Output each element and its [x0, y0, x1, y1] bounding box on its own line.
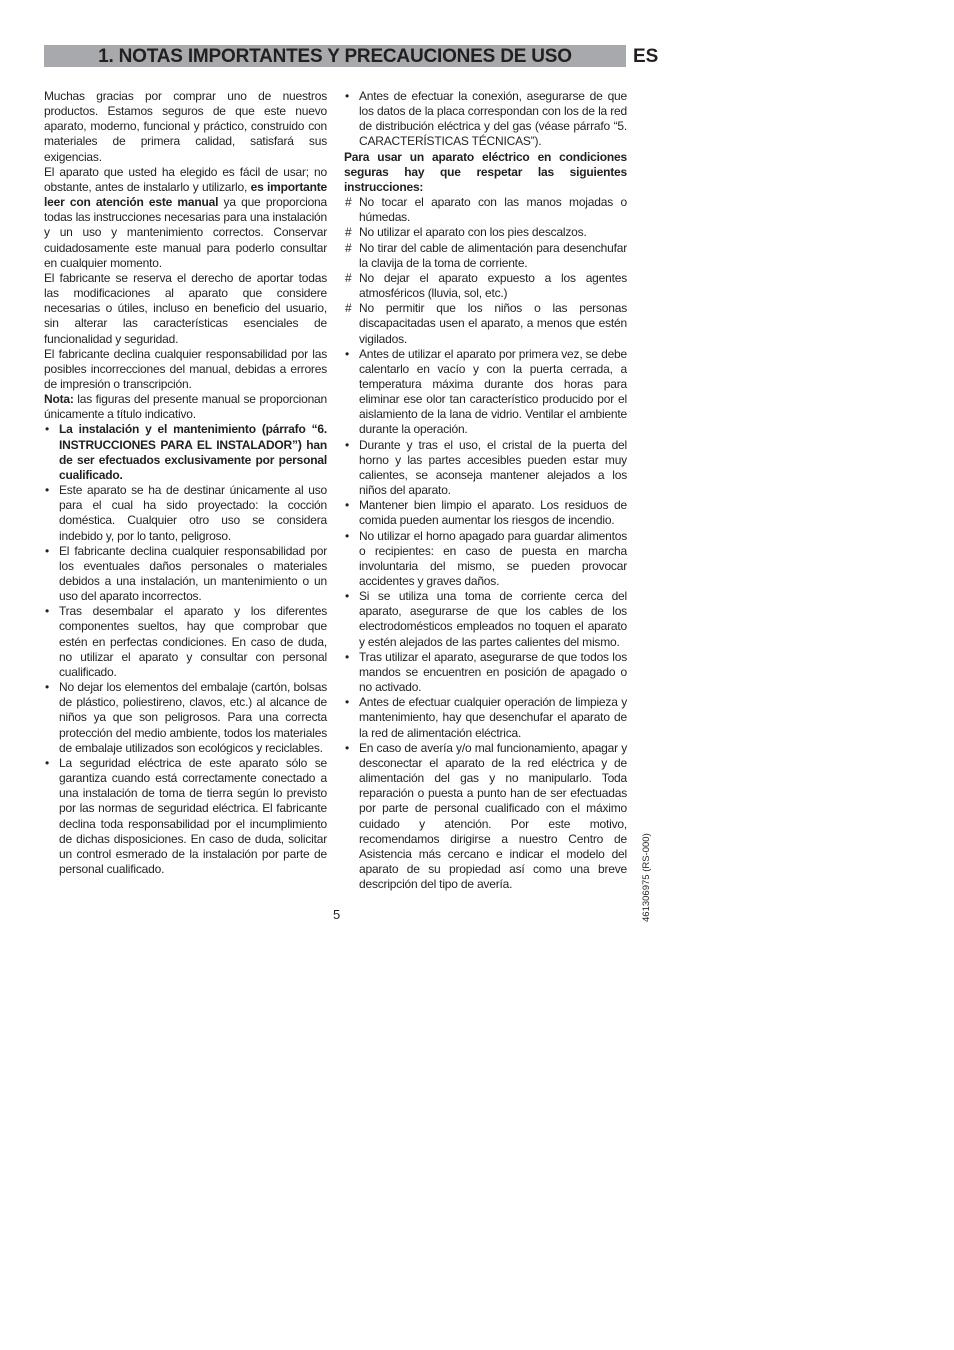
bullet-marker: • — [345, 649, 350, 664]
list-item: • No utilizar el horno apagado para guardar alimentos o recipientes: en caso de puesta en marcha involuntaria del mismo, se pueden provocar accidentes y graves daños. — [345, 528, 627, 588]
list-item: • La instalación y el mantenimiento (párrafo “6. INSTRUCCIONES PARA EL INSTALADOR”) han de ser efectuados exclusivamente por personal cualificado. — [45, 422, 327, 482]
list-item: • Si se utiliza una toma de corriente cerca del aparato, asegurarse de que los cables de los electrodomésticos empleados no toquen el aparato y estén alejados de las partes calientes del mismo. — [345, 589, 627, 649]
section-title: 1. NOTAS IMPORTANTES Y PRECAUCIONES DE USO — [98, 46, 572, 67]
list-item: • No dejar los elementos del embalaje (cartón, bolsas de plástico, poliestireno, clavos, etc.) al alcance de niños ya que son peligrosos. Para una correcta protección del medio ambiente, todos los materiales de embalaje utilizados son ecológicos y reciclables. — [45, 680, 327, 755]
bullet-marker: • — [45, 483, 50, 498]
connection-bullet-list — [344, 89, 627, 150]
bullet-marker: • — [345, 437, 350, 452]
document-code: 461306975 (RS-000) — [641, 833, 652, 922]
hash-marker: # — [345, 195, 352, 210]
list-item: • Tras utilizar el aparato, asegurarse de que todos los mandos se encuentren en posición de apagado o no activado. — [345, 649, 627, 695]
section-header-bar — [44, 45, 626, 67]
safety-rules-list — [344, 195, 627, 347]
bullet-marker: • — [45, 755, 50, 770]
intro-paragraph: Muchas gracias por comprar uno de nuestros productos. Estamos seguros de que este nuevo aparato, moderno, funcional y práctico, construido con materiales de primera calidad, satisfará sus exigencias. — [44, 89, 327, 164]
bullet-marker: • — [345, 89, 350, 103]
bullet-marker: • — [45, 422, 50, 437]
hash-marker: # — [345, 240, 352, 255]
list-item: • Antes de efectuar la conexión, asegurarse de que los datos de la placa correspondan con los de la red de distribución eléctrica y del gas (véase párrafo “5. CARACTERÍSTICAS TÉCNICAS”). — [345, 89, 627, 149]
bullet-marker: • — [345, 589, 350, 604]
right-column — [344, 89, 627, 892]
usage-paragraph: El aparato que usted ha elegido es fácil de usar; no obstante, antes de instalarlo y utilizarlo, es importante leer con atención este manual ya que proporciona todas las instrucciones necesarias para una instalación y un uso y mantenimiento correctos. Conservar cuidadosamente este manual para poderlo consultar en cualquier momento. — [44, 164, 328, 270]
bullet-marker: • — [45, 604, 50, 619]
note-paragraph: Nota: las figuras del presente manual se proporcionan únicamente a título indicativo. — [44, 392, 327, 422]
bullet-marker: • — [345, 346, 350, 361]
bullet-marker: • — [345, 498, 350, 513]
list-item: • En caso de avería y/o mal funcionamiento, apagar y desconectar el aparato de la red eléctrica y de alimentación del gas y no manipularlo. Toda reparación o puesta a punto han de ser efectuadas por parte de personal cualificado con el máximo cuidado y atención. Por este motivo, recomendamos dirigirse a nuestro Centro de Asistencia más cercano e indicar el modelo del aparato de su propiedad así como una breve descripción del tipo de avería. — [345, 740, 627, 892]
bullet-marker: • — [45, 680, 50, 695]
page-number: 5 — [333, 907, 341, 922]
bullet-marker: • — [345, 740, 350, 755]
list-item: • Mantener bien limpio el aparato. Los residuos de comida pueden aumentar los riesgos de incendio. — [345, 498, 627, 528]
right-bullet-list — [344, 347, 627, 893]
left-column — [44, 89, 327, 877]
list-item: • La seguridad eléctrica de este aparato sólo se garantiza cuando está correctamente conectado a una instalación de toma de tierra según lo previsto por las normas de seguridad eléctrica. El fabricante declina toda responsabilidad por el incumplimiento de dichas disposiciones. En caso de duda, solicitar un control esmerado de la instalación por parte de personal cualificado. — [45, 755, 327, 876]
list-item: • Durante y tras el uso, el cristal de la puerta del horno y las partes accesibles pueden estar muy calientes, se aconseja mantener alejados a los niños del aparato. — [345, 437, 627, 498]
hash-marker: # — [345, 225, 352, 240]
important-emphasis: es importante leer con atención este manual — [44, 179, 328, 210]
disclaimer-paragraph: El fabricante declina cualquier responsabilidad por las posibles incorrecciones del manual, debidas a errores de impresión o transcripción. — [44, 346, 327, 391]
list-item: # No permitir que los niños o las personas discapacitadas usen el aparato, a menos que estén vigilados. — [345, 301, 627, 346]
note-label: Nota: — [44, 392, 74, 407]
list-item: # No utilizar el aparato con los pies descalzos. — [345, 225, 587, 240]
list-item: • Tras desembalar el aparato y los diferentes componentes sueltos, hay que comprobar que estén en perfectas condiciones. En caso de duda, no utilizar el aparato y consultar con personal cualificado. — [45, 604, 327, 679]
bullet-marker: • — [45, 543, 50, 558]
bullet-marker: • — [345, 695, 350, 710]
list-item: • El fabricante declina cualquier responsabilidad por los eventuales daños personales o materiales debidos a una instalación, un mantenimiento o un uso del aparato incorrectos. — [45, 543, 327, 604]
list-item: # No tocar el aparato con las manos mojadas o húmedas. — [345, 195, 627, 225]
list-item: # No dejar el aparato expuesto a los agentes atmosféricos (lluvia, sol, etc.) — [345, 270, 627, 301]
list-item: • Antes de efectuar cualquier operación de limpieza y mantenimiento, hay que desenchufar el aparato de la red de alimentación eléctrica. — [345, 695, 627, 740]
hash-marker: # — [345, 301, 352, 316]
list-item: • Antes de utilizar el aparato por primera vez, se debe calentarlo en vacío y con la puerta cerrada, a temperatura máxima durante dos horas para eliminar ese olor tan característico producido por el aislamiento de la lana de vidrio. Ventilar el ambiente durante la operación. — [345, 346, 627, 437]
list-item: • Este aparato se ha de destinar únicamente al uso para el cual ha sido proyectado: la cocción doméstica. Cualquier otro uso se considera indebido y, por lo tanto, peligroso. — [45, 483, 327, 543]
left-bullet-list — [44, 422, 327, 877]
hash-marker: # — [345, 270, 352, 285]
list-item: # No tirar del cable de alimentación para desenchufar la clavija de la toma de corriente. — [345, 240, 627, 270]
safety-intro-heading: Para usar un aparato eléctrico en condiciones seguras hay que respetar las siguientes instrucciones: — [344, 149, 627, 194]
language-code: ES — [633, 46, 659, 67]
manufacturer-modifications-paragraph: El fabricante se reserva el derecho de aportar todas las modificaciones al aparato que considere necesarias o útiles, incluso en beneficio del usuario, sin alterar las características esenciales de funcionalidad y seguridad. — [44, 270, 327, 346]
bullet-marker: • — [345, 528, 350, 543]
